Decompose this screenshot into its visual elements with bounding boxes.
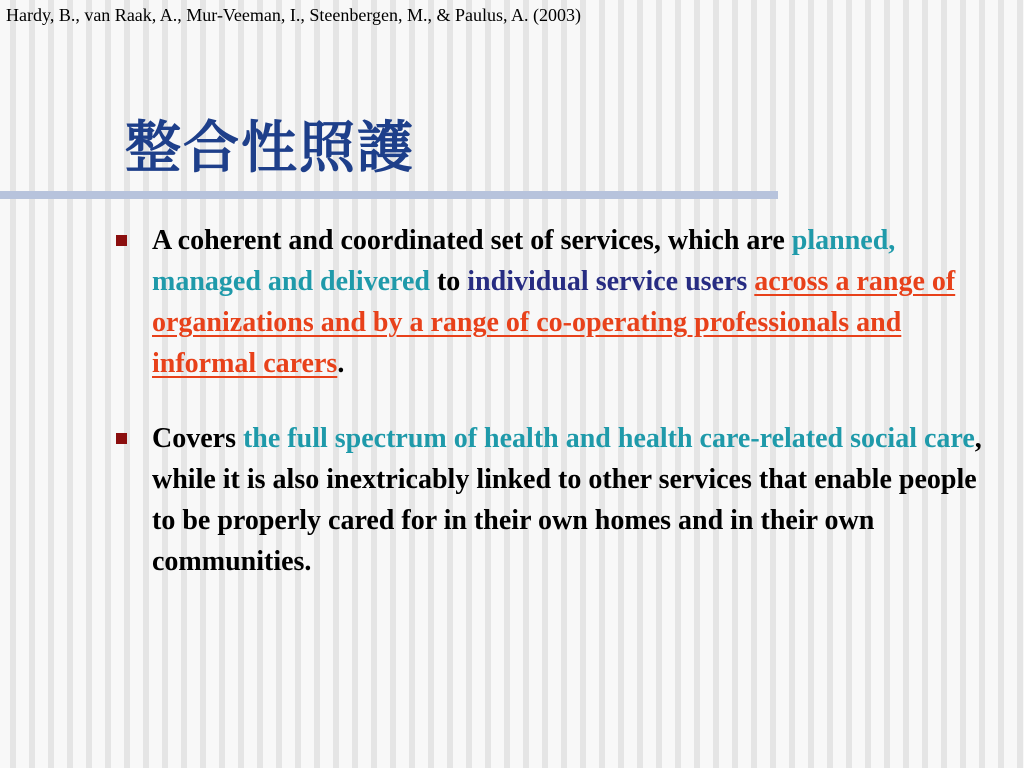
text-segment-emphasis: the full spectrum of health and health care-related social care: [242, 423, 975, 454]
text-segment-emphasis: planned, managed and delivered: [152, 225, 896, 297]
text-segment: A coherent and coordinated set of services, which are: [152, 225, 792, 256]
slide-title: 整合性照護: [125, 115, 415, 181]
text-segment: Covers: [152, 423, 243, 454]
text-segment: , while it is also inextricably linked to other services that enable people to be properly cared for in their own homes and in their own communities.: [152, 423, 982, 577]
text-segment-underlined: across a range of organizations and by a range of co-operating professionals and informal carers: [152, 266, 956, 379]
bullet-text: [152, 423, 982, 577]
bullet-text: [152, 225, 955, 379]
text-segment-emphasis: individual service users: [467, 266, 748, 297]
bullet-item-definition: [112, 220, 1002, 384]
square-bullet-icon: [116, 433, 127, 444]
square-bullet-icon: [116, 235, 127, 246]
text-segment: to: [429, 266, 468, 297]
citation-text: Hardy, B., van Raak, A., Mur-Veeman, I., Steenbergen, M., & Paulus, A. (2003): [6, 5, 582, 25]
bullet-item-coverage: [112, 418, 1002, 582]
bullet-list: [112, 220, 1002, 616]
text-segment: .: [337, 348, 345, 379]
title-underline-rule: [0, 191, 778, 199]
